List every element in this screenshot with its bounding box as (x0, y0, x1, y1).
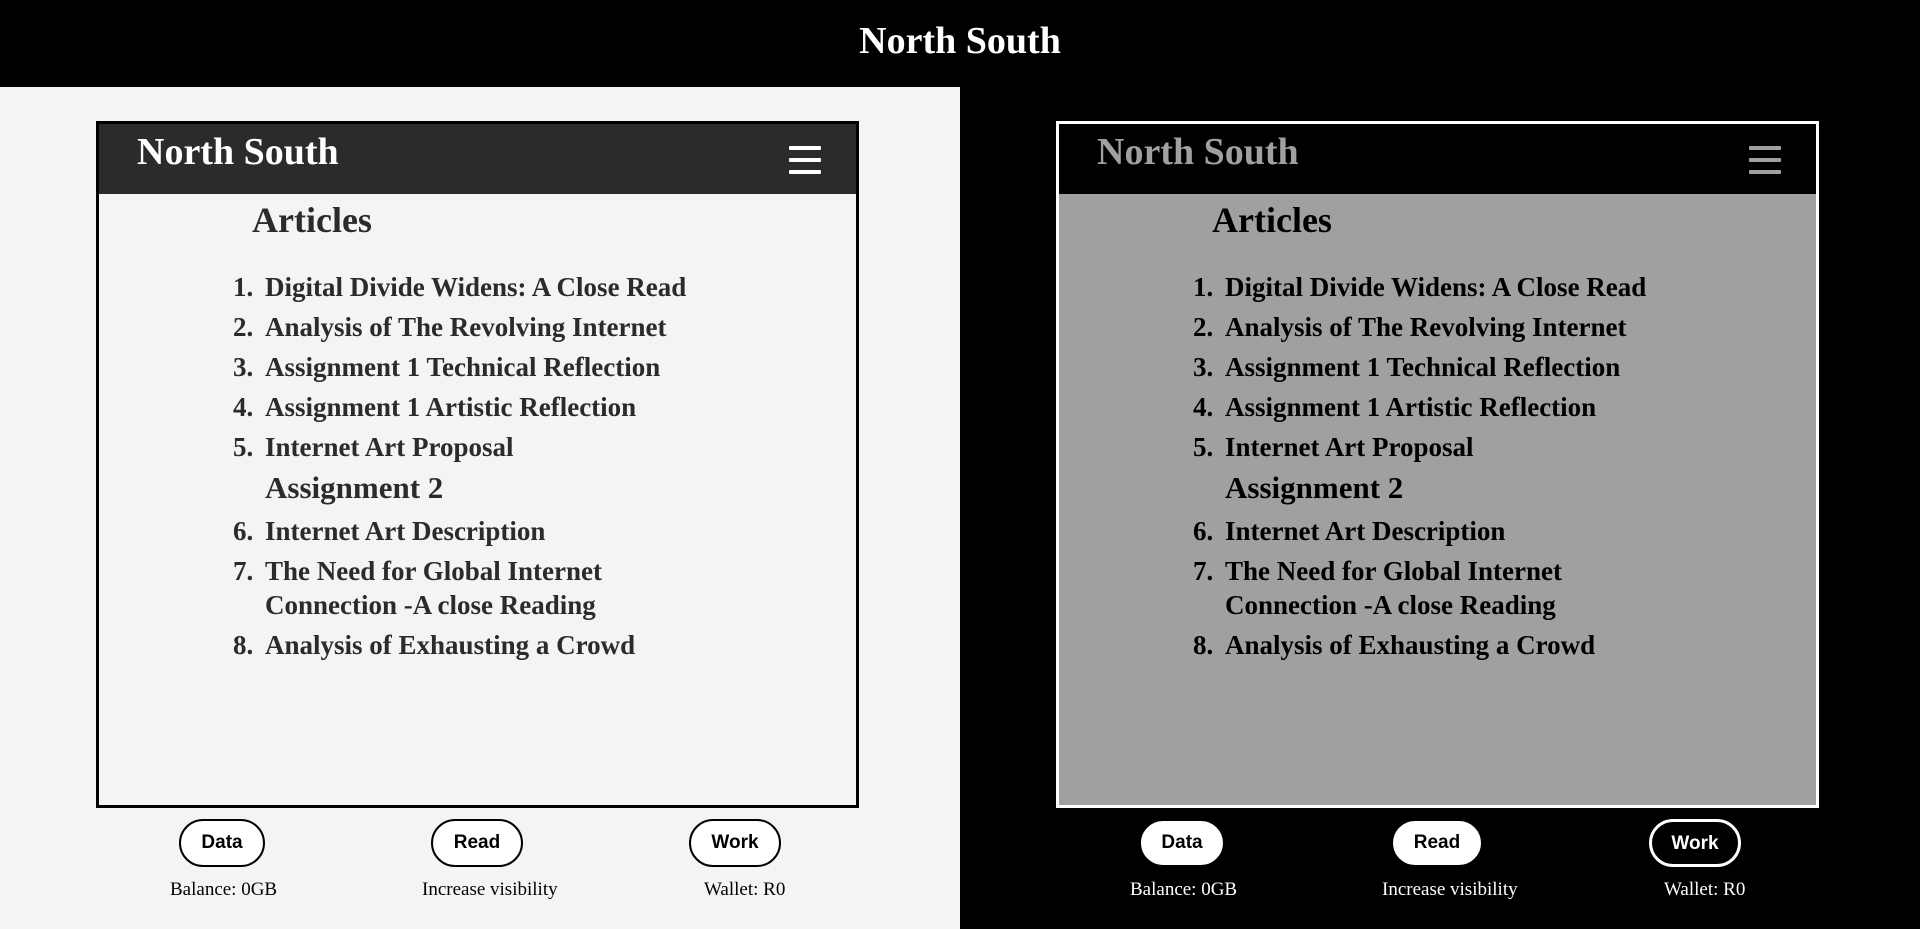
article-link[interactable]: 4. Assignment 1 Artistic Reflection (1193, 392, 1597, 422)
article-list (233, 270, 713, 668)
phone-header (1059, 124, 1816, 194)
read-button[interactable]: Read (431, 819, 523, 867)
article-link[interactable]: 6. Internet Art Description (1193, 516, 1506, 546)
phone-header (99, 124, 856, 194)
section-heading: Assignment 2 (265, 470, 444, 505)
work-button[interactable]: Work (689, 819, 781, 867)
article-link[interactable]: 7. The Need for Global Internet Connection -A close Reading (1193, 556, 1562, 620)
article-link[interactable]: 4. Assignment 1 Artistic Reflection (233, 392, 637, 422)
articles-heading: Articles (1212, 200, 1332, 240)
article-link[interactable]: 5. Internet Art Proposal (1193, 432, 1474, 462)
brand-title[interactable]: North South (137, 131, 339, 173)
hamburger-menu-icon[interactable] (1749, 146, 1781, 176)
work-button[interactable]: Work (1649, 819, 1741, 867)
wallet-caption: Wallet: R0 (1664, 879, 1746, 900)
light-panel (0, 87, 960, 929)
balance-caption: Balance: 0GB (170, 879, 278, 900)
article-link[interactable]: 6. Internet Art Description (233, 516, 546, 546)
phone-frame-light (96, 121, 859, 808)
balance-caption: Balance: 0GB (1130, 879, 1238, 900)
articles-heading: Articles (252, 200, 372, 240)
wallet-caption: Wallet: R0 (704, 879, 786, 900)
article-link[interactable]: 1. Digital Divide Widens: A Close Read (1193, 272, 1647, 302)
visibility-caption: Increase visibility (1382, 879, 1518, 900)
article-link[interactable]: 3. Assignment 1 Technical Reflection (233, 352, 661, 382)
article-list (1193, 270, 1673, 668)
visibility-caption: Increase visibility (422, 879, 558, 900)
article-link[interactable]: 3. Assignment 1 Technical Reflection (1193, 352, 1621, 382)
article-link[interactable]: 2. Analysis of The Revolving Internet (1193, 312, 1627, 342)
read-button[interactable]: Read (1391, 819, 1483, 867)
phone-frame-dark (1056, 121, 1819, 808)
article-link[interactable]: 5. Internet Art Proposal (233, 432, 514, 462)
dark-panel (960, 87, 1920, 929)
page-title: North South (0, 0, 1920, 87)
hamburger-menu-icon[interactable] (789, 146, 821, 176)
data-button[interactable]: Data (1139, 819, 1225, 867)
article-link[interactable]: 1. Digital Divide Widens: A Close Read (233, 272, 687, 302)
article-link[interactable]: 7. The Need for Global Internet Connection -A close Reading (233, 556, 602, 620)
section-heading: Assignment 2 (1225, 470, 1404, 505)
data-button[interactable]: Data (179, 819, 265, 867)
article-link[interactable]: 2. Analysis of The Revolving Internet (233, 312, 667, 342)
brand-title[interactable]: North South (1097, 131, 1299, 173)
article-link[interactable]: 8. Analysis of Exhausting a Crowd (1193, 630, 1596, 660)
article-link[interactable]: 8. Analysis of Exhausting a Crowd (233, 630, 636, 660)
